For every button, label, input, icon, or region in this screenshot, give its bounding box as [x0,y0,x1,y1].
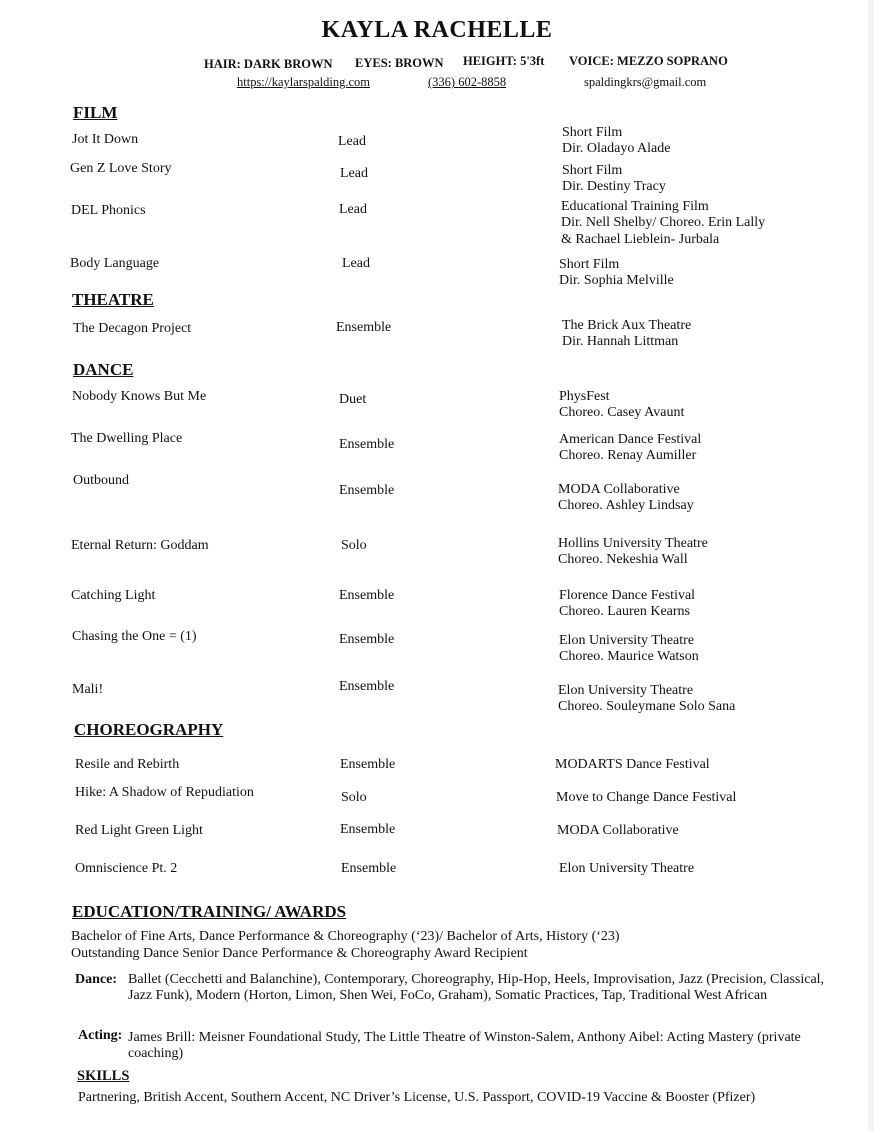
education-award: Outstanding Dance Senior Dance Performance & Choreography Award Recipient [71,946,528,961]
credit-detail: Short Film Dir. Oladayo Alade [562,125,671,157]
credit-detail: MODARTS Dance Festival [555,757,710,772]
credit-role: Ensemble [340,757,396,772]
training-dance-text: Ballet (Cecchetti and Balanchine), Contemporary, Choreography, Hip-Hop, Heels, Improvisation, Jazz (Precision, Classical, Jazz Funk), Modern (Horton, Limon, Shen Wei, FoCo, Graham), Somatic Practices, Tap, Traditional West African [128,972,825,1003]
credit-role: Lead [340,166,368,181]
credit-title: The Dwelling Place [71,431,183,446]
credit-role: Ensemble [341,861,397,876]
credit-role: Lead [342,256,370,271]
credit-detail: Elon University Theatre Choreo. Souleymane Solo Sana [558,683,736,715]
credit-detail: Elon University Theatre Choreo. Maurice Watson [559,633,699,665]
credit-title: Chasing the One = (1) [72,629,197,644]
email-text: spaldingkrs@gmail.com [584,75,707,89]
credit-title: Catching Light [71,588,156,603]
credit-role: Ensemble [339,437,395,452]
credit-role: Solo [341,790,367,805]
credit-detail: Short Film Dir. Sophia Melville [559,257,674,289]
credit-title: Outbound [73,473,129,488]
credit-role: Duet [339,392,367,407]
website-link[interactable]: https://kaylarspalding.com [237,75,370,89]
credit-detail: Short Film Dir. Destiny Tracy [562,163,666,195]
credit-detail: Florence Dance Festival Choreo. Lauren Kearns [559,588,696,620]
credit-title: Mali! [72,682,104,697]
stat-voice: VOICE: MEZZO SOPRANO [569,54,728,68]
credit-detail: American Dance Festival Choreo. Renay Aumiller [559,432,702,464]
film-heading: FILM [73,103,118,122]
credit-title: Eternal Return: Goddam [71,538,209,553]
credit-title: Nobody Knows But Me [72,389,207,404]
credit-detail: MODA Collaborative [557,823,679,838]
credit-title: Body Language [70,256,160,271]
credit-title: Hike: A Shadow of Repudiation [75,785,254,800]
credit-role: Ensemble [336,320,392,335]
credit-detail: Move to Change Dance Festival [556,790,737,805]
choreography-heading: CHOREOGRAPHY [74,720,224,739]
training-acting-label: Acting: [78,1028,123,1043]
credit-title: Resile and Rebirth [75,757,180,772]
credit-detail: PhysFest Choreo. Casey Avaunt [559,389,685,421]
credit-role: Ensemble [340,822,396,837]
theatre-heading: THEATRE [72,290,154,309]
education-heading: EDUCATION/TRAINING/ AWARDS [72,902,347,921]
credit-title: Jot It Down [72,132,139,147]
credit-detail: The Brick Aux Theatre Dir. Hannah Littman [562,318,692,350]
page-edge [868,0,874,1131]
credit-detail: Elon University Theatre [559,861,695,876]
stat-height: HEIGHT: 5'3ft [463,54,545,68]
credit-title: Gen Z Love Story [70,161,172,176]
credit-title: Red Light Green Light [75,823,203,838]
training-acting-text: James Brill: Meisner Foundational Study, The Little Theatre of Winston-Salem, Anthony Aibel: Acting Mastery (private coaching) [128,1030,801,1061]
credit-detail: MODA Collaborative Choreo. Ashley Lindsay [558,482,694,514]
credit-role: Ensemble [339,588,395,603]
credit-role: Ensemble [339,679,395,694]
credit-title: DEL Phonics [71,203,146,218]
credit-role: Lead [339,202,367,217]
stat-hair: HAIR: DARK BROWN [204,57,333,71]
phone-link[interactable]: (336) 602-8858 [428,75,507,89]
education-degree: Bachelor of Fine Arts, Dance Performance & Choreography (‘23)/ Bachelor of Arts, History (‘23) [71,929,620,944]
credit-title: The Decagon Project [73,321,192,336]
credit-title: Omniscience Pt. 2 [75,861,178,876]
credit-detail: Educational Training Film Dir. Nell Shelby/ Choreo. Erin Lally & Rachael Lieblein- Jurbala [561,199,766,247]
dance-heading: DANCE [73,360,134,379]
credit-role: Solo [341,538,367,553]
stat-eyes: EYES: BROWN [355,56,444,70]
skills-text: Partnering, British Accent, Southern Accent, NC Driver’s License, U.S. Passport, COVID-19 Vaccine & Booster (Pfizer) [78,1090,756,1105]
credit-role: Ensemble [339,483,395,498]
skills-heading: SKILLS [77,1068,130,1084]
performer-name: KAYLA RACHELLE [321,17,553,43]
training-dance-label: Dance: [75,972,117,987]
credit-role: Ensemble [339,632,395,647]
credit-detail: Hollins University Theatre Choreo. Nekeshia Wall [558,536,708,568]
credit-role: Lead [338,134,366,149]
